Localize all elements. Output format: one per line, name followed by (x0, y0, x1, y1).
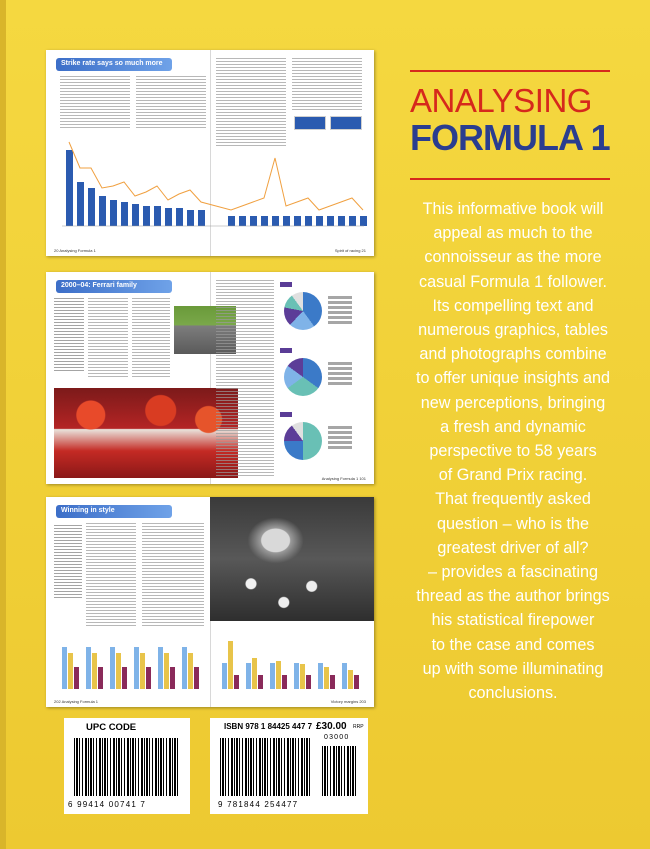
book-blurb (402, 197, 624, 705)
upc-barcode-bars (74, 738, 180, 796)
blurb-line: and photographs combine (419, 345, 607, 364)
chart-bar (116, 653, 121, 689)
chart-bar (252, 658, 257, 689)
chart-bar (140, 653, 145, 689)
chart-bar (250, 216, 257, 226)
victory-margin-charts (46, 497, 374, 707)
chart-bar (318, 663, 323, 689)
upc-barcode-panel (64, 718, 190, 814)
chart-bar (66, 150, 73, 226)
folio-left: 202 Analysing Formula 1 (54, 699, 99, 704)
price-label: £30.00 (316, 721, 347, 732)
chart-bar (348, 670, 353, 689)
price-suffix: RRP (353, 724, 364, 730)
chart-bar (68, 653, 73, 689)
book-title-line2: FORMULA 1 (410, 117, 610, 158)
chart-bars (66, 150, 367, 226)
chart-bar (234, 675, 239, 689)
chart-bar (154, 206, 161, 226)
pie-tag (280, 348, 292, 353)
blurb-line: connoisseur as the more (424, 248, 602, 267)
chart-bar (228, 641, 233, 689)
chart-bar (92, 653, 97, 689)
isbn-digits: 9 781844 254477 (218, 800, 299, 809)
chart-bar (132, 204, 139, 226)
chart-bar (305, 216, 312, 226)
chart-bar (143, 206, 150, 226)
upc-label: UPC CODE (86, 722, 137, 733)
chart-bar (228, 216, 235, 226)
chart-bar (276, 661, 281, 689)
blurb-line: appeal as much to the (433, 224, 593, 243)
chart-bar (282, 675, 287, 689)
blurb-line: Its compelling text and (432, 296, 594, 315)
chart-bar (121, 202, 128, 226)
chart-bar (122, 667, 127, 689)
title-rule-top (410, 70, 610, 72)
chart-bar (188, 653, 193, 689)
blurb-line: a fresh and dynamic (440, 417, 586, 436)
chart-bar (324, 667, 329, 689)
isbn-barcode-bars (220, 738, 312, 796)
chart-bar (360, 216, 367, 226)
chart-bar (194, 667, 199, 689)
title-rule-bottom (410, 178, 610, 180)
chart-bar (349, 216, 356, 226)
blurb-line: to the case and comes (431, 635, 595, 654)
blurb-line: thread as the author brings (416, 587, 610, 606)
price-code: 03000 (324, 734, 350, 741)
blurb-line: new perceptions, bringing (420, 393, 606, 412)
blurb-line: to offer unique insights and (415, 369, 611, 388)
folio-right: Analysing Formula 1 101 (321, 476, 366, 481)
chart-bar (158, 647, 163, 689)
page-banner: 2000–04: Ferrari family (56, 280, 172, 293)
blurb-line: up with some illuminating (422, 659, 604, 678)
blurb-line: conclusions. (468, 684, 558, 703)
text-column (132, 298, 170, 378)
pie-tag (280, 282, 292, 287)
blurb-line: of Grand Prix racing. (438, 466, 588, 485)
pie-legend (328, 426, 352, 451)
pie-legend (328, 362, 352, 387)
chart-bar (294, 663, 299, 689)
chart-bar (258, 675, 263, 689)
upc-digits: 6 99414 00741 7 (68, 800, 147, 809)
blurb-line: – provides a fascinating (427, 563, 599, 582)
pie-legend (328, 296, 352, 326)
chart-bar (246, 663, 251, 689)
chart-bar (77, 182, 84, 226)
chart-bar (222, 663, 227, 689)
chart-bar (354, 675, 359, 689)
blurb-line: That frequently asked (435, 490, 591, 509)
chart-bar (146, 667, 151, 689)
sidebar-quote (54, 298, 84, 372)
text-column (88, 298, 128, 378)
chart-bar (99, 196, 106, 226)
chart-bars (222, 641, 359, 689)
chart-bar (272, 216, 279, 226)
blurb-line: greatest driver of all? (437, 538, 589, 557)
page-banner: Strike rate says so much more (56, 58, 172, 71)
spread-strike-rate (46, 50, 374, 256)
chart-bar (316, 216, 323, 226)
chart-line (69, 142, 363, 210)
chart-bar (134, 647, 139, 689)
chart-bar (164, 653, 169, 689)
strike-rate-chart (46, 50, 374, 256)
chart-bar (182, 647, 187, 689)
chart-bar (294, 216, 301, 226)
chart-bar (170, 667, 175, 689)
chart-bar (88, 188, 95, 226)
pie-chart-engines (284, 422, 322, 460)
spread-ferrari-family (46, 272, 374, 484)
chart-bar (98, 667, 103, 689)
text-column (216, 280, 274, 476)
blurb-line: casual Formula 1 follower. (418, 272, 608, 291)
chart-bar (306, 675, 311, 689)
folio-left: 20 Analysing Formula 1 (54, 248, 96, 253)
chart-bar (239, 216, 246, 226)
chart-bar (327, 216, 334, 226)
page-banner: Winning in style (56, 505, 172, 518)
chart-bar (300, 664, 305, 689)
chart-bar (261, 216, 268, 226)
book-title-line1: ANALYSING (410, 82, 592, 119)
chart-bar (187, 210, 194, 226)
podium-celebration-photo (54, 388, 238, 478)
price-barcode-bars (322, 746, 358, 796)
folio-right: Spirit of racing 21 (334, 248, 366, 253)
blurb-line: his statistical firepower (431, 611, 595, 630)
spread-winning-in-style (46, 497, 374, 707)
chart-bar (62, 647, 67, 689)
pie-tag (280, 412, 292, 417)
blurb-line: question – who is the (436, 514, 590, 533)
blurb-line: perspective to 58 years (429, 442, 597, 461)
chart-bar (270, 663, 275, 689)
chart-bar (110, 200, 117, 226)
chart-bar (330, 675, 335, 689)
chart-bar (110, 647, 115, 689)
chart-bar (165, 208, 172, 226)
blurb-line: numerous graphics, tables (418, 321, 608, 340)
pie-chart-drivers (284, 292, 322, 330)
isbn-label: ISBN 978 1 84425 447 7 (224, 722, 313, 731)
pie-chart-cars (284, 358, 322, 396)
chart-bar (74, 667, 79, 689)
chart-bar (198, 210, 205, 226)
chart-bars (62, 647, 199, 689)
folio-right: Victory margins 203 (330, 699, 366, 704)
chart-bar (283, 216, 290, 226)
chart-bar (86, 647, 91, 689)
chart-bar (342, 663, 347, 689)
isbn-barcode-panel (210, 718, 368, 814)
chart-bar (338, 216, 345, 226)
chart-bar (176, 208, 183, 226)
blurb-line: This informative book will (422, 200, 604, 218)
